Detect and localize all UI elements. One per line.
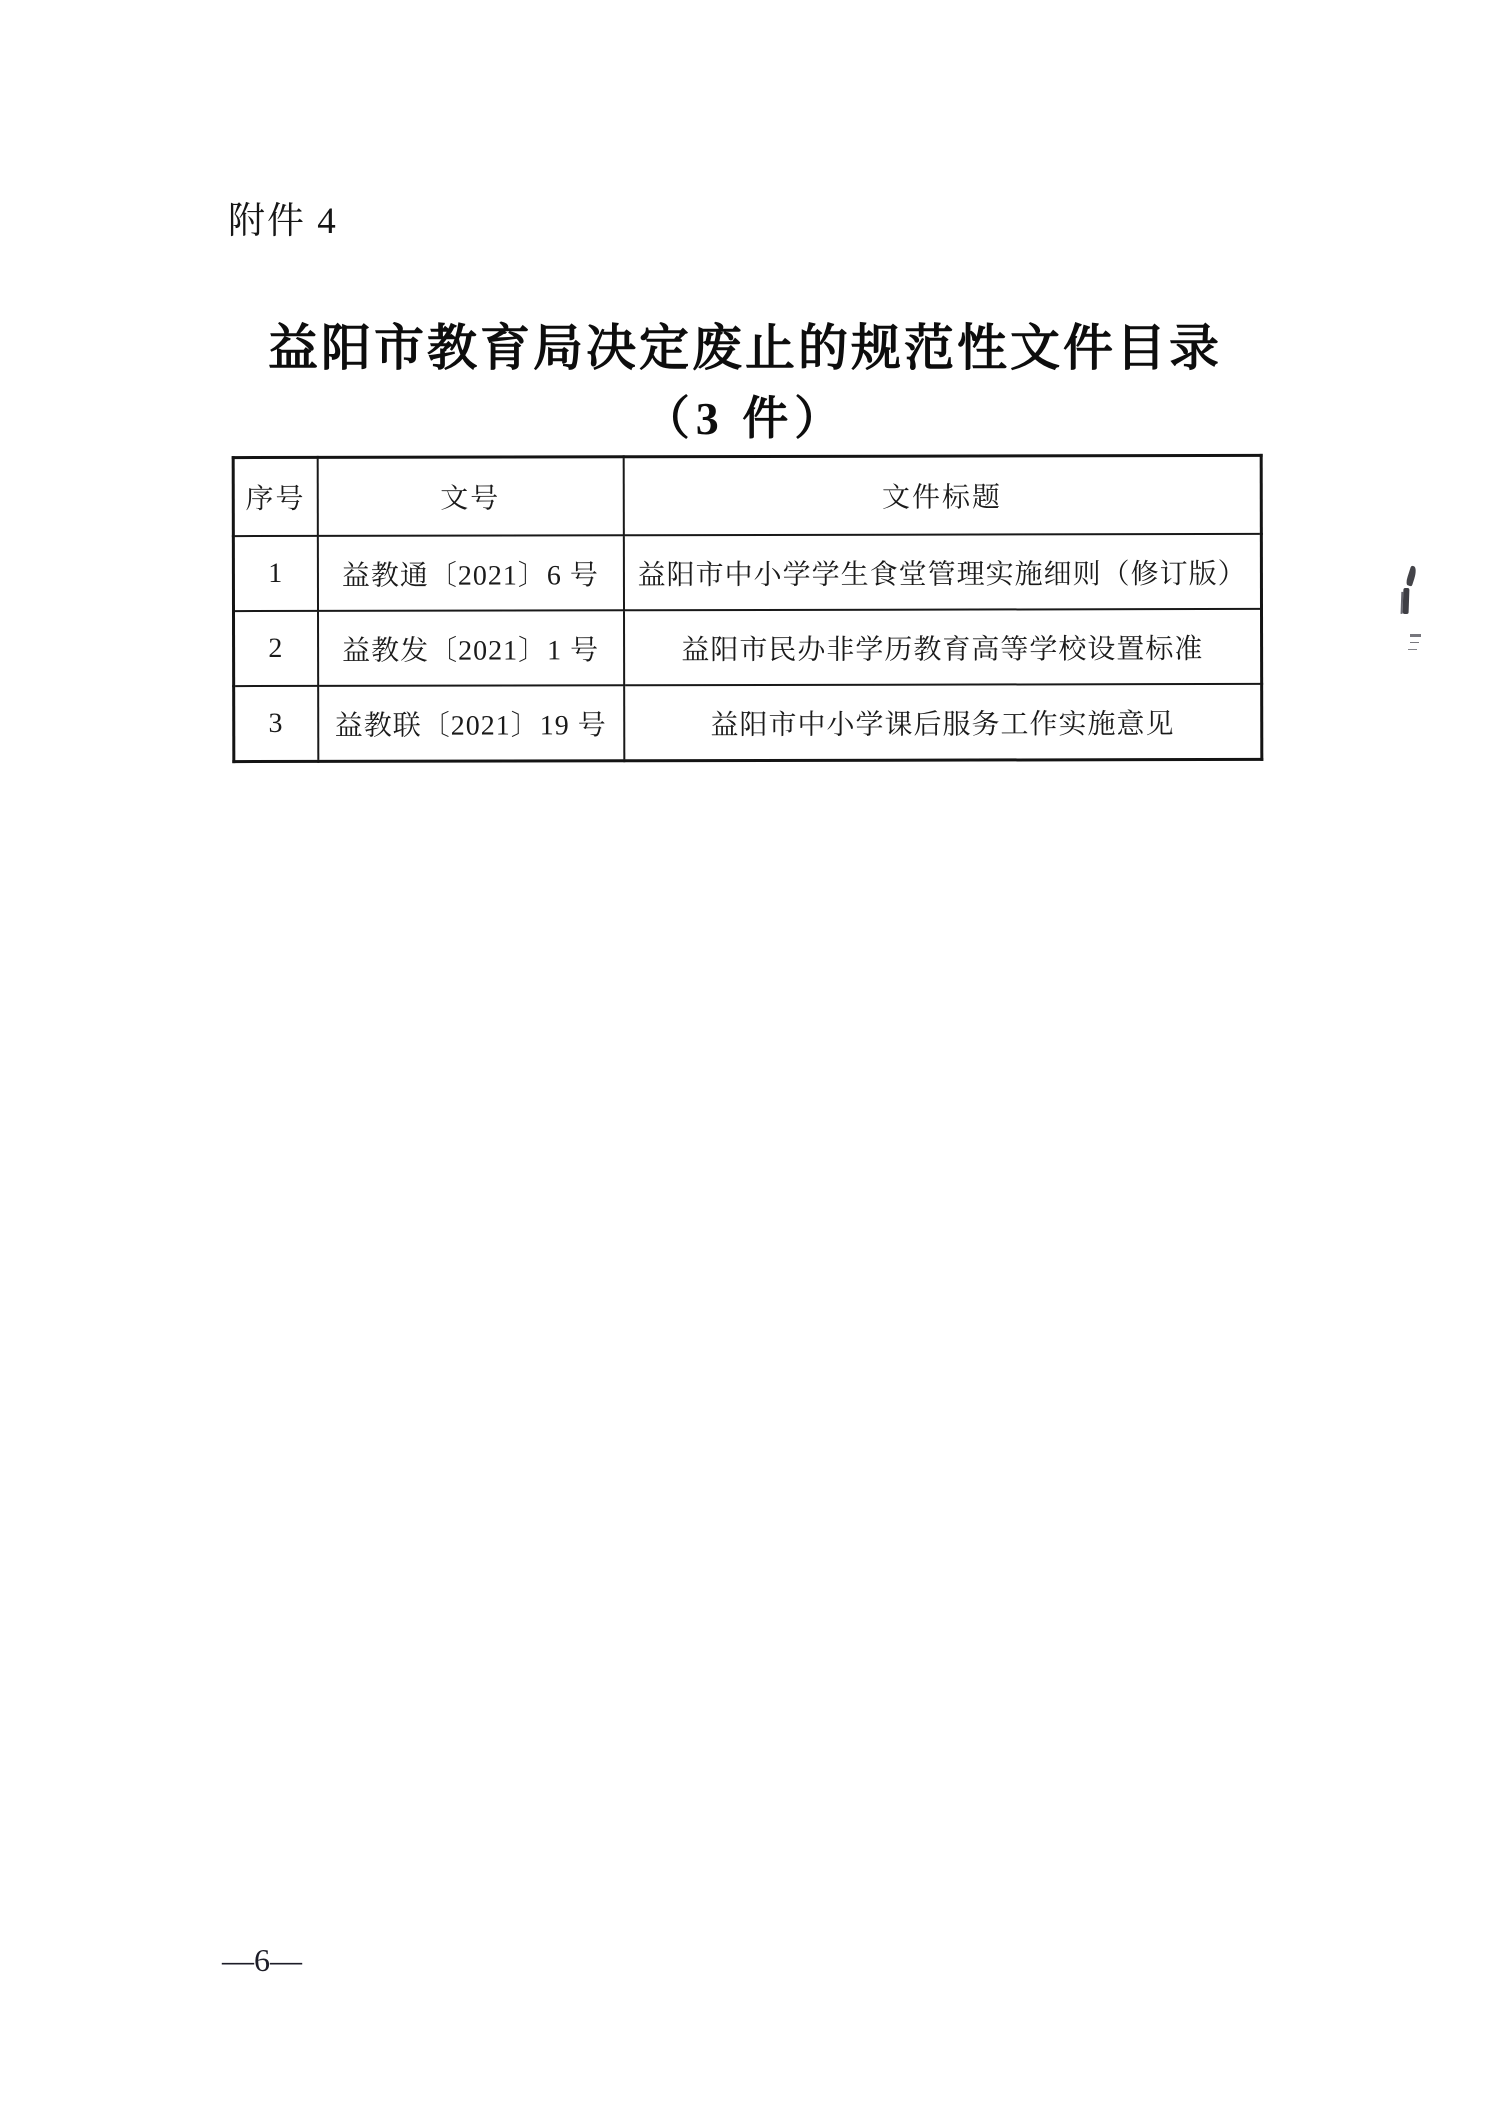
- row-index: 3: [234, 686, 318, 762]
- row-index: 1: [233, 536, 317, 611]
- table-row: [234, 684, 1262, 762]
- row-doc-number: 益教联〔2021〕19 号: [318, 685, 624, 761]
- row-doc-title: 益阳市民办非学历教育高等学校设置标准: [624, 609, 1262, 685]
- row-doc-title: 益阳市中小学学生食堂管理实施细则（修订版）: [623, 534, 1261, 610]
- table-row: [234, 609, 1262, 686]
- header-doc-title: 文件标题: [623, 455, 1261, 535]
- header-index: 序号: [233, 457, 317, 536]
- row-doc-number: 益教通〔2021〕6 号: [317, 535, 623, 611]
- document-title: 益阳市教育局决定废止的规范性文件目录: [268, 320, 1222, 376]
- page-number: —6—: [222, 1942, 302, 1978]
- table-row: [233, 534, 1261, 611]
- scan-artifact: [1405, 565, 1418, 586]
- row-doc-title: 益阳市中小学课后服务工作实施意见: [624, 684, 1262, 761]
- abolished-documents-table: [232, 454, 1264, 763]
- attachment-label: 附件 4: [228, 201, 338, 242]
- scan-artifact: [1410, 634, 1421, 637]
- scan-artifact: [1403, 588, 1410, 614]
- table-header-row: [233, 455, 1261, 536]
- document-subtitle-count: （3 件）: [643, 393, 847, 444]
- row-index: 2: [234, 611, 318, 686]
- header-doc-number: 文号: [317, 457, 623, 536]
- row-doc-number: 益教发〔2021〕1 号: [318, 610, 624, 686]
